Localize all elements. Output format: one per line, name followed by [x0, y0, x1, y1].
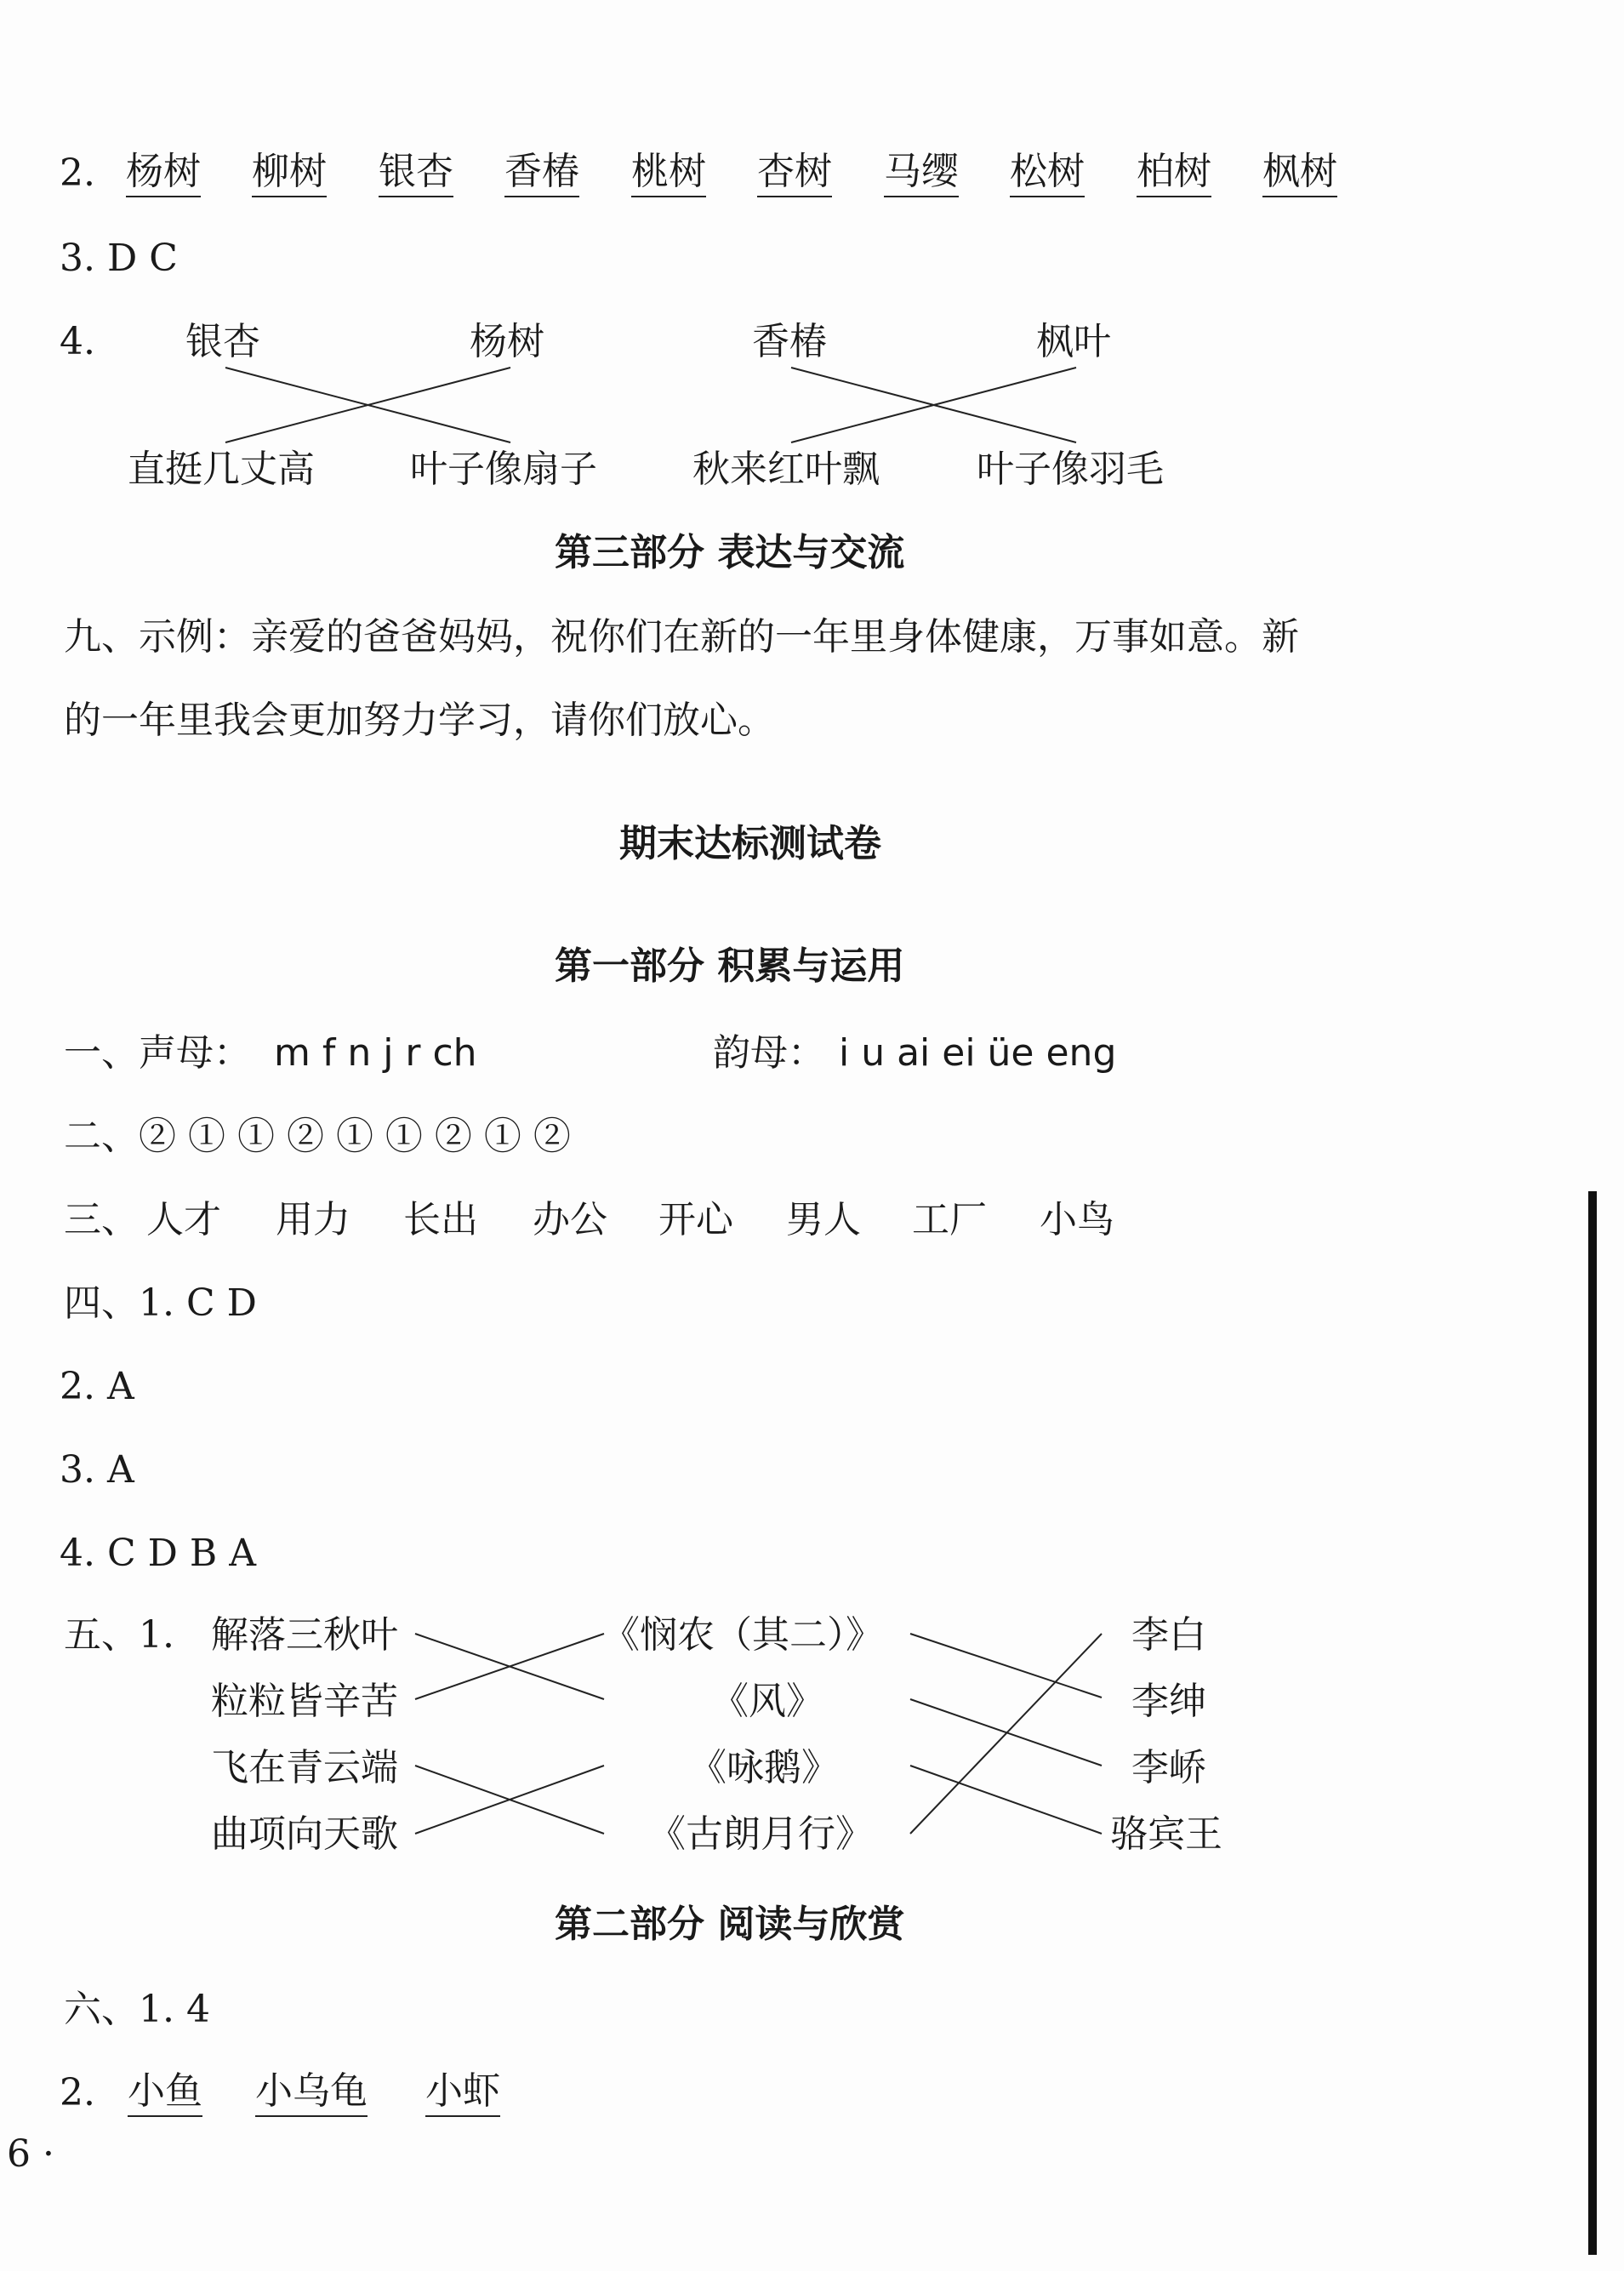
answer-line: 四、1. C D [64, 1281, 257, 1325]
exam-title: 期末达标测试卷 [619, 822, 881, 865]
section-title: 第一部分 积累与运用 [555, 944, 905, 988]
word-answer: 开心 [658, 1198, 733, 1241]
underlined-answer: 桃树 [631, 153, 706, 197]
match-line [910, 1634, 1102, 1834]
match-line [910, 1634, 1102, 1698]
underlined-answer: 小乌龟 [255, 2073, 368, 2117]
match-bottom-item: 叶子像扇子 [410, 448, 597, 491]
underlined-answer: 马缨 [884, 153, 959, 197]
word-answer: 工厂 [912, 1198, 987, 1241]
poem-line: 粒粒皆辛苦 [211, 1680, 398, 1723]
answer-line: 3. A [60, 1448, 134, 1492]
paragraph-line: 九、示例：亲爱的爸爸妈妈，祝你们在新的一年里身体健康，万事如意。新 [64, 615, 1299, 659]
underlined-answer: 松树 [1010, 153, 1085, 197]
page-edge-shadow [1588, 1191, 1597, 2255]
question-label: 三、 [64, 1198, 139, 1241]
paragraph-line: 的一年里我会更加努力学习，请你们放心。 [64, 699, 775, 742]
poem-title: 《古朗月行》 [648, 1812, 873, 1856]
answer-line: 3. D C [60, 237, 178, 280]
section-title: 第三部分 表达与交流 [555, 531, 905, 574]
word-answer: 办公 [533, 1198, 607, 1241]
match-bottom-item: 秋来红叶飘 [692, 448, 880, 491]
question-label: 一、声母： [64, 1031, 251, 1075]
match-bottom-item: 叶子像羽毛 [977, 448, 1164, 491]
word-answer: 小鸟 [1040, 1198, 1114, 1241]
poet-name: 骆宾王 [1110, 1812, 1222, 1856]
underlined-answer: 柳树 [252, 153, 327, 197]
poet-name: 李峤 [1131, 1746, 1206, 1789]
match-bottom-item: 直挺几丈高 [128, 448, 315, 491]
match-top-item: 枫叶 [1036, 320, 1111, 363]
word-answer: 人才 [146, 1198, 221, 1241]
answer-line: 2. A [60, 1365, 134, 1408]
underlined-answer: 小虾 [425, 2073, 500, 2117]
word-answer: 长出 [403, 1198, 478, 1241]
poem-title: 《咏鹅》 [689, 1746, 839, 1789]
match-top-item: 银杏 [185, 320, 260, 363]
poem-line: 解落三秋叶 [211, 1613, 398, 1657]
poem-line: 飞在青云端 [211, 1746, 398, 1789]
underlined-answer: 小鱼 [128, 2073, 202, 2117]
pinyin-finals: i u ai ei üe eng [839, 1031, 1117, 1075]
underlined-answer: 杨树 [126, 153, 201, 197]
poet-name: 李绅 [1131, 1680, 1206, 1723]
underlined-answer: 枫树 [1262, 153, 1337, 197]
poem-title: 《风》 [711, 1680, 823, 1723]
underlined-answer: 柏树 [1137, 153, 1211, 197]
poet-name: 李白 [1131, 1613, 1206, 1657]
question-number: 2. [60, 151, 95, 195]
poem-line: 曲项向天歌 [211, 1812, 398, 1856]
underlined-answer: 香椿 [504, 153, 579, 197]
section-title: 第二部分 阅读与欣赏 [555, 1903, 905, 1946]
question-number: 4. [60, 320, 95, 363]
underlined-answer: 银杏 [379, 153, 453, 197]
word-answer: 男人 [786, 1198, 861, 1241]
pinyin-initials: m f n j r ch [274, 1031, 477, 1075]
match-top-item: 杨树 [470, 320, 544, 363]
page-number: 6 · [7, 2132, 54, 2176]
match-top-item: 香椿 [752, 320, 827, 363]
answer-line: 4. C D B A [60, 1532, 256, 1575]
underlined-answer: 杏树 [757, 153, 832, 197]
question-number: 2. [60, 2071, 95, 2114]
match-line [910, 1699, 1102, 1766]
question-label: 韵母： [713, 1031, 825, 1075]
poem-title: 《悯农（其二）》 [602, 1613, 883, 1657]
question-label: 五、1. [64, 1613, 174, 1657]
answer-line: 二、② ① ① ② ① ① ② ① ② [64, 1115, 571, 1158]
word-answer: 用力 [276, 1198, 350, 1241]
answer-line: 六、1. 4 [64, 1988, 210, 2031]
match-line [910, 1766, 1102, 1834]
